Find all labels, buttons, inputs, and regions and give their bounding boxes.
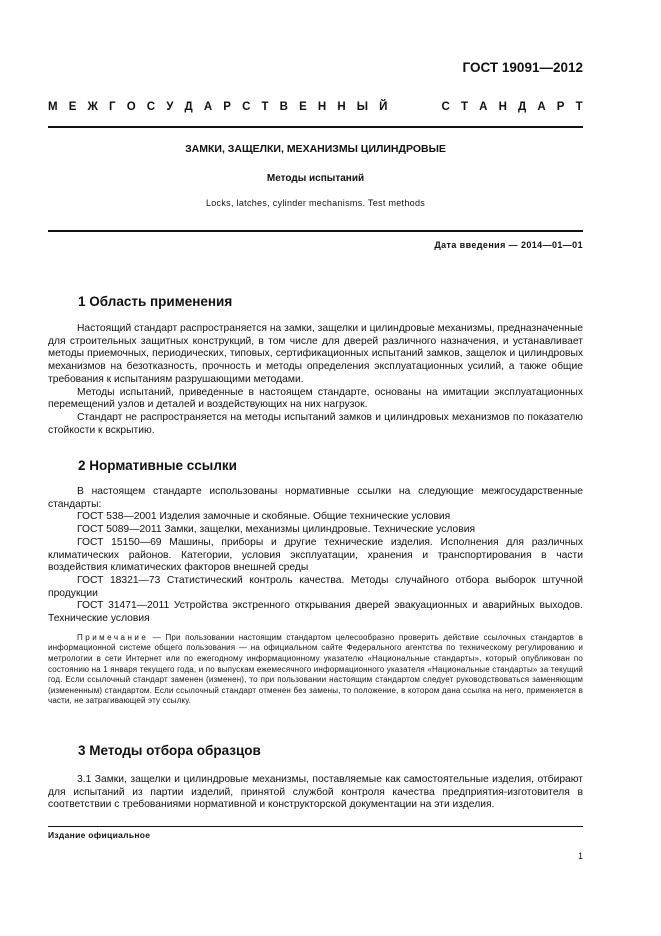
- section-2-heading: 2 Нормативные ссылки: [78, 458, 237, 473]
- banner-letter: Г: [109, 101, 116, 113]
- banner-letter: Т: [575, 101, 583, 113]
- banner-letter: Р: [223, 101, 231, 113]
- banner-letter: У: [166, 101, 174, 113]
- document-code: ГОСТ 19091—2012: [462, 60, 583, 75]
- document-page: [48, 0, 583, 936]
- banner-letter: Ы: [356, 101, 369, 113]
- reference-item: ГОСТ 31471—2011 Устройства экстренного открывания дверей эвакуационных и аварийных выходов. Технические условия: [48, 600, 583, 625]
- banner-letter: Д: [184, 101, 193, 113]
- banner-letter: Е: [68, 101, 77, 113]
- note: [48, 633, 583, 707]
- paragraph: Стандарт не распространяется на методы испытаний замков и цилиндровых механизмов по показателю стойкости к вскрытию.: [48, 411, 583, 436]
- banner-letter: А: [203, 101, 213, 113]
- top-rule: [48, 126, 583, 128]
- banner-letter: В: [279, 101, 288, 113]
- banner-letter: Ж: [87, 101, 98, 113]
- banner-letter: Н: [337, 101, 346, 113]
- reference-item: ГОСТ 15150—69 Машины, приборы и другие технические изделия. Исполнения для различных климатических районов. Категории, условия эксплуатации, хранения и транспортирования в части воздействия климатических факторов внешней среды: [48, 536, 583, 574]
- footer-rule: [48, 826, 583, 827]
- section-1-heading: 1 Область применения: [78, 294, 233, 309]
- section-2-body: [48, 486, 583, 707]
- paragraph: Методы испытаний, приведенные в настоящем стандарте, основаны на имитации эксплуатационных перемещений узлов и деталей и воздействующих на них нагрузок.: [48, 386, 583, 411]
- banner-letter: [413, 101, 416, 113]
- banner-letter: С: [146, 101, 156, 113]
- reference-item: ГОСТ 538—2001 Изделия замочные и скобяные. Общие технические условия: [77, 511, 451, 523]
- banner-letter: А: [479, 101, 488, 113]
- interstate-standard-banner: [48, 101, 583, 113]
- section-3-body: [48, 774, 583, 812]
- banner-letter: Н: [317, 101, 327, 113]
- section-1-body: [48, 323, 583, 437]
- banner-letter: [427, 101, 430, 113]
- banner-letter: Д: [518, 101, 527, 113]
- banner-letter: С: [242, 101, 251, 113]
- banner-letter: А: [537, 101, 546, 113]
- document-title: ЗАМКИ, ЗАЩЕЛКИ, МЕХАНИЗМЫ ЦИЛИНДРОВЫЕ: [185, 143, 446, 155]
- page-number: 1: [577, 851, 583, 861]
- reference-item: ГОСТ 5089—2011 Замки, защелки, механизмы цилиндровые. Технические условия: [77, 524, 476, 536]
- paragraph: В настоящем стандарте использованы нормативные ссылки на следующие межгосударственные стандарты:: [48, 486, 583, 510]
- introduction-date: Дата введения — 2014—01—01: [434, 240, 583, 250]
- banner-letter: Р: [556, 101, 565, 113]
- banner-letter: М: [48, 101, 58, 113]
- banner-letter: Н: [498, 101, 507, 113]
- reference-item: ГОСТ 18321—73 Статистический контроль качества. Методы случайного отбора выборок штучной продукции: [48, 574, 583, 599]
- document-subtitle: Методы испытаний: [266, 173, 365, 184]
- banner-letter: О: [126, 101, 136, 113]
- banner-letter: С: [441, 101, 450, 113]
- banner-letter: Т: [261, 101, 269, 113]
- edition-label: Издание официальное: [48, 830, 151, 840]
- english-title: Locks, latches, cylinder mechanisms. Test methods: [205, 198, 426, 208]
- paragraph: 3.1 Замки, защелки и цилиндровые механизмы, поставляемые как самостоятельные изделия, отбирают для испытаний из партии изделий, принятой службой контроля качества предприятия-изготовителя в соответствии с требованиями нормативной и конструкторской документации на эти изделия.: [48, 774, 583, 811]
- note-text: — При пользовании настоящим стандартом целесообразно проверить действие ссылочных стандартов в информационной системе общего пользования — на официальном сайте Федерального агентства по техническому регулированию и метрологии в сети Интернет или по ежегодному информационному указателю «Национальные стандарты», который опубликован по состоянию на 1 января текущего года, и по выпускам ежемесячного информационного указателя «Национальные стандарты» за текущий год. Если ссылочный стандарт заменен (изменен), то при пользовании настоящим стандартом следует руководствоваться заменяющим (измененным) стандартом. Если ссылочный стандарт отменен без замены, то положение, в котором дана ссылка на него, применяется в части, не затрагивающей эту ссылку.: [48, 632, 583, 706]
- banner-letter: [399, 101, 402, 113]
- section-3-heading: 3 Методы отбора образцов: [78, 743, 261, 758]
- banner-letter: Е: [299, 101, 307, 113]
- banner-letter: Й: [379, 101, 388, 113]
- note-label: Примечание: [77, 632, 149, 642]
- paragraph: Настоящий стандарт распространяется на замки, защелки и цилиндровые механизмы, предназначенные для строительных защитных конструкций, в том числе для дверей различного назначения, и устанавливает методы приемочных, периодических, типовых, сертификационных испытаний замков, защелок и цилиндровых механизмов на безотказность, прочность и методы определения эксплуатационных усилий, а также общие требования к испытаниям разрушающими методами.: [48, 323, 583, 385]
- title-rule: [48, 230, 583, 232]
- banner-letter: Т: [460, 101, 468, 113]
